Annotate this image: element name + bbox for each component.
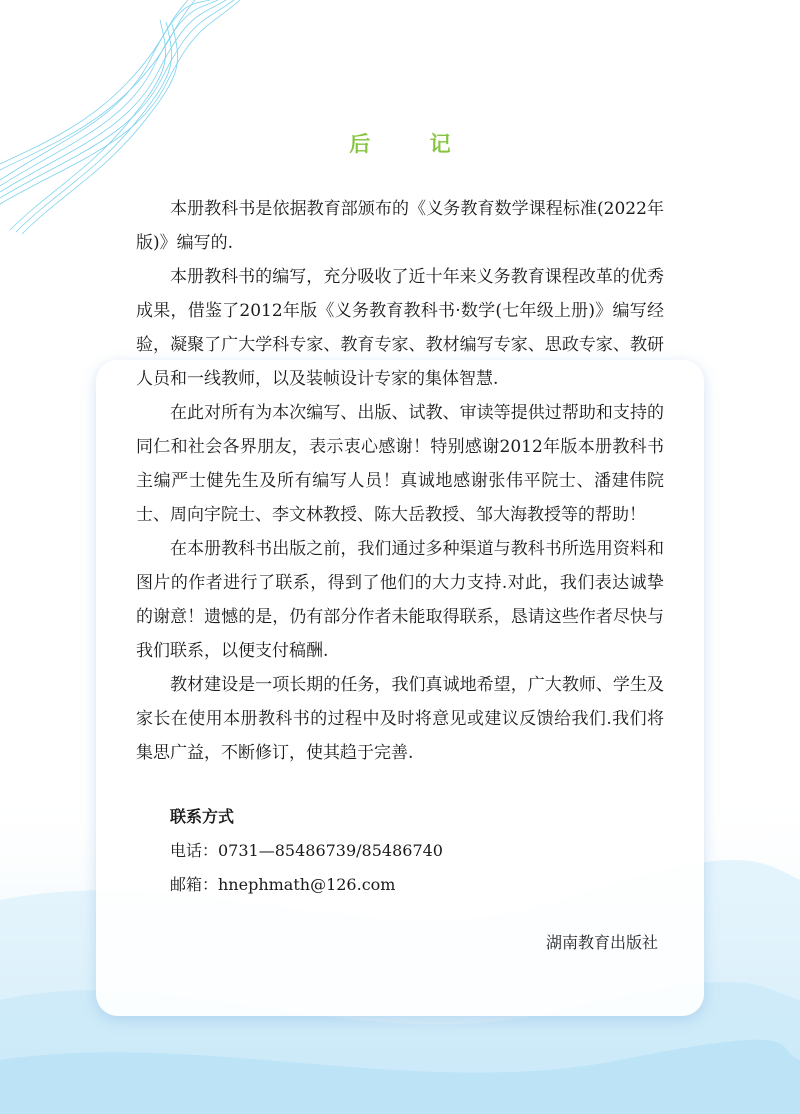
paragraph-5: 教材建设是一项长期的任务，我们真诚地希望，广大教师、学生及家长在使用本册教科书的过程中及时将意见或建议反馈给我们.我们将集思广益，不断修订，使其趋于完善. (136, 675, 664, 763)
contact-phone: 电话：0731—85486739/85486740 (170, 841, 443, 860)
contact-heading: 联系方式 (170, 807, 235, 826)
publisher-name: 湖南教育出版社 (545, 933, 658, 952)
page-title: 后 记 (349, 131, 477, 156)
paragraph-3: 在此对所有为本次编写、出版、试教、审读等提供过帮助和支持的同仁和社会各界朋友，表示衷心感谢！特别感谢2012年版本册教科书主编严士健先生及所有编写人员！真诚地感谢张伟平院士、潘建伟院士、周向宇院士、李文林教授、陈大岳教授、邹大海教授等的帮助！ (136, 403, 664, 525)
paragraph-1: 本册教科书是依据教育部颁布的《义务教育数学课程标准(2022年版)》编写的. (136, 199, 664, 253)
afterword-body (136, 192, 664, 770)
contact-section (170, 800, 670, 902)
paragraph-2: 本册教科书的编写，充分吸收了近十年来义务教育课程改革的优秀成果，借鉴了2012年版《义务教育教科书·数学(七年级上册)》编写经验，凝聚了广大学科专家、教育专家、教材编写专家、思政专家、教研人员和一线教师，以及装帧设计专家的集体智慧. (136, 267, 664, 389)
contact-email: 邮箱：hnephmath@126.com (170, 875, 396, 894)
paragraph-4: 在本册教科书出版之前，我们通过多种渠道与教科书所选用资料和图片的作者进行了联系，得到了他们的大力支持.对此，我们表达诚挚的谢意！遗憾的是，仍有部分作者未能取得联系，恳请这些作者尽快与我们联系，以便支付稿酬. (136, 539, 664, 661)
